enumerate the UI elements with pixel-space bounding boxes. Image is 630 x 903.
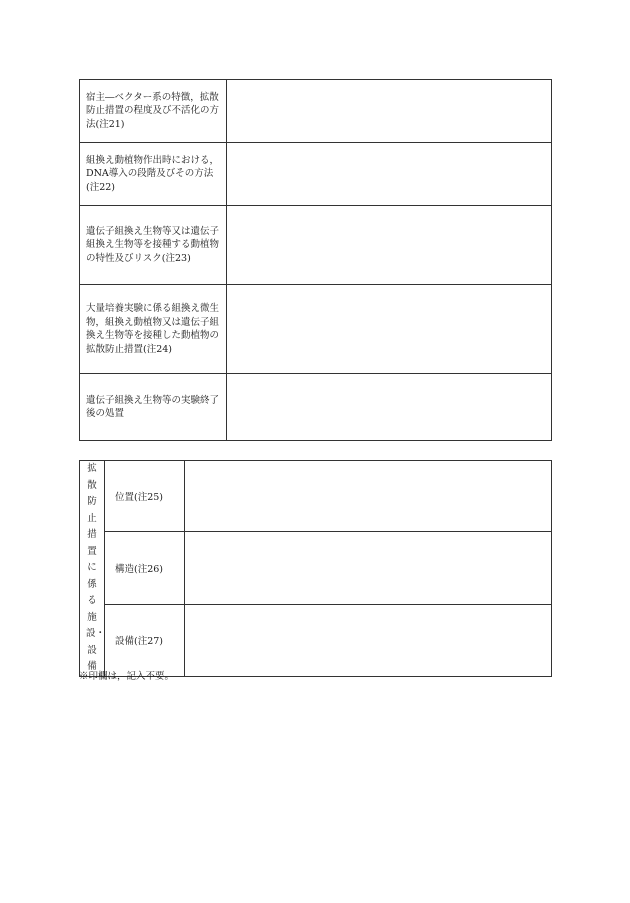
table-row [80,143,552,206]
row-value-post-experiment[interactable] [227,374,552,441]
row-label-post-experiment: 遺伝子組換え生物等の実験終了後の処置 [80,374,227,441]
facility-vertical-label: 拡散防止措置に係る施設・設備 [86,463,106,672]
table-row [80,206,552,285]
row-label-organism-risk: 遺伝子組換え生物等又は遺伝子組換え生物等を接種する動植物の特性及びリスク(注23) [80,206,227,285]
table-row [80,285,552,374]
facility-label-equipment: 設備(注27) [105,605,185,677]
facility-value-structure[interactable] [185,532,552,605]
table-row [80,532,552,605]
facility-table [79,460,552,677]
facility-value-location[interactable] [185,461,552,532]
row-value-host-vector[interactable] [227,80,552,143]
facility-vertical-label-cell [80,461,105,677]
row-value-mass-culture[interactable] [227,285,552,374]
table-row [80,374,552,441]
row-value-organism-risk[interactable] [227,206,552,285]
experiment-details-table [79,79,552,441]
table-row [80,80,552,143]
footnote: ※印欄は，記入不要。 [79,671,175,682]
facility-value-equipment[interactable] [185,605,552,677]
row-label-dna-introduction: 組換え動植物作出時における，DNA導入の段階及びその方法(注22) [80,143,227,206]
table-row [80,461,552,532]
table-row [80,605,552,677]
facility-label-location: 位置(注25) [105,461,185,532]
row-label-mass-culture: 大量培養実験に係る組換え微生物，組換え動植物又は遺伝子組換え生物等を接種した動植物の拡散防止措置(注24) [80,285,227,374]
row-value-dna-introduction[interactable] [227,143,552,206]
row-label-host-vector: 宿主―ベクター系の特徴，拡散防止措置の程度及び不活化の方法(注21) [80,80,227,143]
facility-label-structure: 構造(注26) [105,532,185,605]
